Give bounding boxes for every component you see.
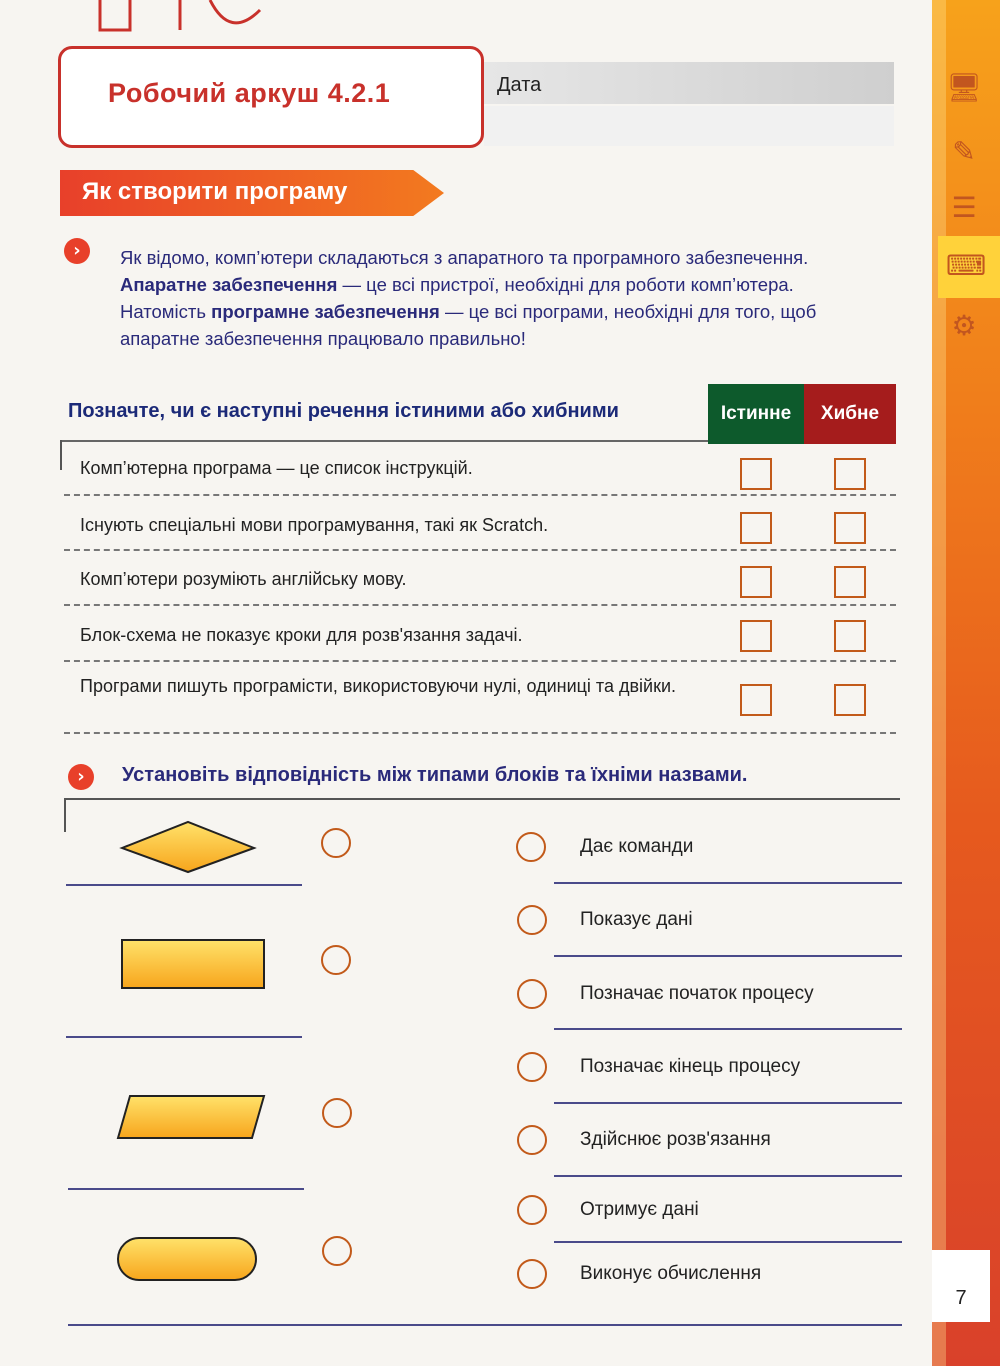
- definition-line: [554, 882, 902, 884]
- worksheet-title: Робочий аркуш 4.2.1: [108, 78, 391, 108]
- definition-line: [554, 1175, 902, 1177]
- definition-1: Дає команди: [580, 836, 694, 857]
- date-label: Дата: [497, 74, 542, 96]
- side-strip-highlight: [932, 0, 946, 1366]
- true-false-heading: Позначте, чи є наступні речення істиними або хибними: [68, 400, 619, 422]
- table-left-tick: [60, 440, 62, 470]
- statement-3: Комп’ютери розуміють англійську мову.: [80, 569, 407, 589]
- statement-5: Програми пишуть програмісти, використовуючи нулі, одиниці та двійки.: [80, 676, 677, 696]
- shape-match-circle-1[interactable]: [321, 828, 351, 858]
- definition-line: [554, 1028, 902, 1030]
- page-number: 7: [932, 1250, 990, 1322]
- definition-match-circle-3[interactable]: [517, 979, 547, 1009]
- row-divider: [64, 494, 896, 496]
- definition-5: Здійснює розв'язання: [580, 1129, 771, 1150]
- shape-answer-line: [66, 1036, 302, 1038]
- title-ornament: [60, 0, 280, 50]
- definition-2: Показує дані: [580, 909, 693, 930]
- true-checkbox-2[interactable]: [740, 512, 772, 544]
- definition-6: Отримує дані: [580, 1199, 699, 1220]
- false-checkbox-1[interactable]: [834, 458, 866, 490]
- definition-match-circle-7[interactable]: [517, 1259, 547, 1289]
- false-checkbox-3[interactable]: [834, 566, 866, 598]
- true-checkbox-1[interactable]: [740, 458, 772, 490]
- definition-match-circle-6[interactable]: [517, 1195, 547, 1225]
- bottom-rule: [68, 1324, 902, 1326]
- statement-1: Комп’ютерна програма — це список інструкцій.: [80, 458, 473, 478]
- decision-diamond-shape: [122, 822, 254, 872]
- true-checkbox-4[interactable]: [740, 620, 772, 652]
- block-shapes: [100, 810, 280, 1290]
- definition-line: [554, 955, 902, 957]
- chevron-right-icon: ›: [64, 238, 90, 264]
- statement-4: Блок-схема не показує кроки для розв'язання задачі.: [80, 625, 523, 645]
- shape-match-circle-4[interactable]: [322, 1236, 352, 1266]
- date-field-lower: [484, 106, 894, 146]
- false-column-header: Хибне: [804, 384, 896, 444]
- puzzle-icon[interactable]: ✎: [952, 135, 976, 168]
- false-checkbox-4[interactable]: [834, 620, 866, 652]
- definition-match-circle-5[interactable]: [517, 1125, 547, 1155]
- matching-left-tick: [64, 798, 66, 832]
- input-output-parallelogram-shape: [118, 1096, 264, 1138]
- definition-line: [554, 1241, 902, 1243]
- process-rectangle-shape: [122, 940, 264, 988]
- definition-4: Позначає кінець процесу: [580, 1056, 801, 1077]
- shape-answer-line: [68, 1188, 304, 1190]
- section-banner-text: Як створити програму: [82, 178, 348, 205]
- true-checkbox-3[interactable]: [740, 566, 772, 598]
- false-checkbox-2[interactable]: [834, 512, 866, 544]
- definition-line: [554, 1102, 902, 1104]
- terminator-rounded-shape: [118, 1238, 256, 1280]
- table-top-rule: [60, 440, 708, 442]
- true-column-header: Істинне: [708, 384, 804, 444]
- row-divider: [64, 732, 896, 734]
- definition-match-circle-4[interactable]: [517, 1052, 547, 1082]
- shape-match-circle-2[interactable]: [321, 945, 351, 975]
- matching-heading: Установіть відповідність між типами блоків та їхніми назвами.: [122, 764, 748, 786]
- intro-paragraph: Як відомо, комп’ютери складаються з апаратного та програмного забезпечення. Апаратне забезпечення — це всі пристрої, необхідні для роботи комп’ютера. Натомість програмне забезпечення — це всі програми, необхідні для того, щоб апаратне забезпечення працювало правильно!: [120, 247, 817, 349]
- definition-7: Виконує обчислення: [580, 1263, 762, 1284]
- code-screen-icon[interactable]: ⌨: [946, 249, 987, 282]
- chevron-right-icon: ›: [68, 764, 94, 790]
- gear-icon[interactable]: ⚙: [951, 309, 977, 342]
- row-divider: [64, 549, 896, 551]
- matching-top-rule: [64, 798, 900, 800]
- definition-match-circle-1[interactable]: [516, 832, 546, 862]
- document-icon[interactable]: ☰: [951, 191, 977, 224]
- shape-answer-line: [66, 884, 302, 886]
- false-checkbox-5[interactable]: [834, 684, 866, 716]
- shape-match-circle-3[interactable]: [322, 1098, 352, 1128]
- statement-2: Існують спеціальні мови програмування, такі як Scratch.: [80, 515, 549, 535]
- monitor-icon[interactable]: 🖥: [946, 71, 982, 104]
- row-divider: [64, 660, 896, 662]
- true-checkbox-5[interactable]: [740, 684, 772, 716]
- row-divider: [64, 604, 896, 606]
- date-field[interactable]: [484, 62, 894, 104]
- definition-3: Позначає початок процесу: [580, 983, 814, 1004]
- definition-match-circle-2[interactable]: [517, 905, 547, 935]
